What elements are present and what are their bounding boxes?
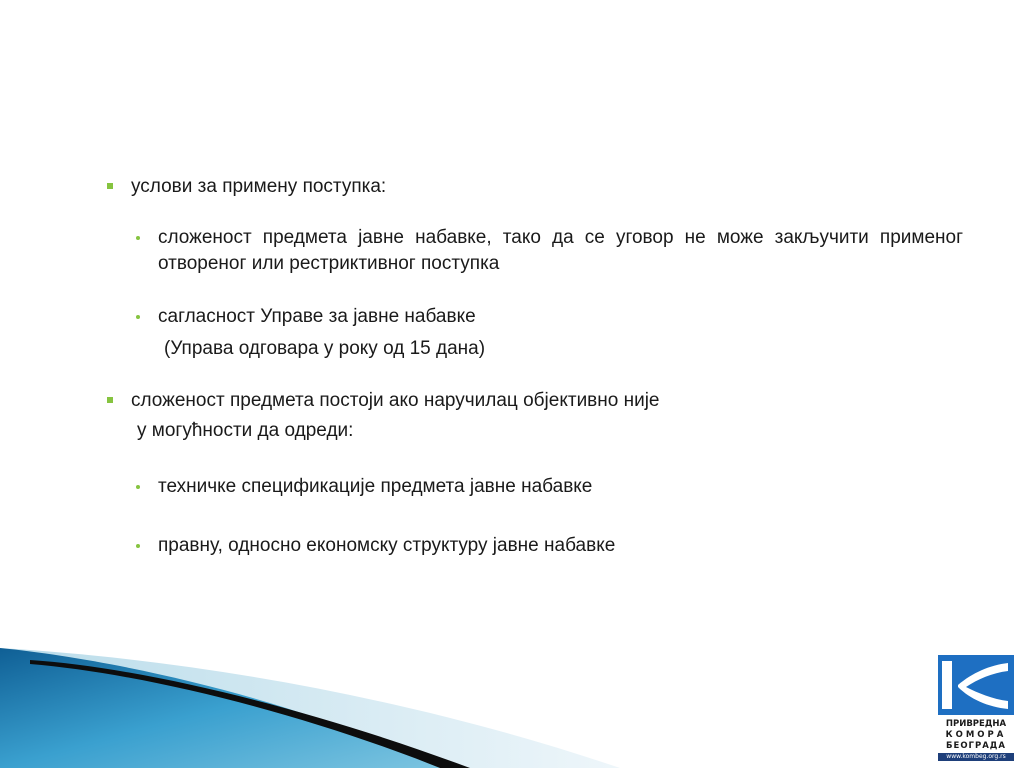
sub-bullet-complexity: сложеност предмета јавне набавке, тако да се уговор не може закључити применог отвореног или рестриктивног поступка bbox=[158, 227, 963, 274]
sub-bullet-legal-structure: правну, односно економску структуру јавне набавке bbox=[158, 535, 616, 556]
bullet-complexity-exists: сложеност предмета постоји ако наручилац објективно није bbox=[131, 390, 660, 411]
logo-emblem-icon bbox=[938, 655, 1014, 715]
green-dot-bullet-icon bbox=[136, 315, 140, 319]
logo-text-line2: КОМОРА bbox=[945, 730, 1007, 740]
green-square-bullet-icon bbox=[107, 183, 113, 189]
sub-bullet-technical-specs: техничке спецификације предмета јавне набавке bbox=[158, 476, 593, 497]
sub-bullet-approval: сагласност Управе за јавне набавке bbox=[158, 306, 476, 327]
logo-url: www.kombeg.org.rs bbox=[938, 753, 1014, 761]
bullet-conditions: услови за примену поступка: bbox=[131, 176, 387, 197]
green-dot-bullet-icon bbox=[136, 236, 140, 240]
chamber-of-commerce-logo bbox=[938, 655, 1014, 761]
green-dot-bullet-icon bbox=[136, 485, 140, 489]
green-square-bullet-icon bbox=[107, 397, 113, 403]
logo-text-line3: БЕОГРАДА bbox=[946, 741, 1006, 751]
bullet-complexity-exists-cont: у могућности да одреди: bbox=[137, 420, 354, 441]
sub-bullet-approval-note: (Управа одговара у року од 15 дана) bbox=[164, 338, 486, 359]
logo-text-line1: ПРИВРЕДНА bbox=[945, 719, 1007, 729]
green-dot-bullet-icon bbox=[136, 544, 140, 548]
